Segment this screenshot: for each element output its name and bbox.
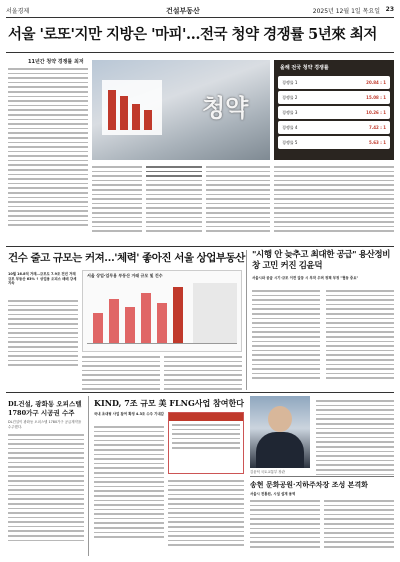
infobox-title: 올해 전국 청약 경쟁률 — [280, 65, 329, 71]
story2-text-col1 — [8, 300, 78, 369]
story2-chart — [82, 270, 242, 352]
top-story-photo — [92, 60, 270, 160]
top-story-text-col1 — [8, 68, 88, 229]
story6-text-col1 — [250, 500, 320, 551]
story5-headline: KIND, 7조 규모 美 FLNG사업 참여한다 — [94, 398, 244, 408]
infobox-row: 경쟁률 3 10.26 : 1 — [278, 106, 390, 119]
story2-headline: 건수 줄고 규모는 커져…'체력' 좋아진 서울 상업부동산 — [8, 252, 245, 264]
top-subhead: 11년간 청약 경쟁률 최저 — [28, 59, 84, 65]
story2-lead: 10월 16.8억 거래…규모도 7.9조 전년 거래 규모 부동산 63% ↑ 상업용 오피스 매매 강세 지속 — [8, 272, 77, 286]
infobox-row: 경쟁률 2 15.08 : 1 — [278, 91, 390, 104]
story5-text-col2 — [168, 480, 244, 549]
column-divider — [88, 396, 89, 556]
story3-lead: 서울시와 공급 시기·규모 이견 갈등 시 부작 우려 정책 부정 "협동 중요" — [252, 276, 359, 280]
column-divider — [246, 250, 247, 390]
story6-text-col2 — [324, 500, 394, 551]
infobox-row: 경쟁률 4 7.42 : 1 — [278, 121, 390, 134]
top-story-text-col3 — [146, 166, 202, 235]
person-face — [268, 406, 292, 432]
story2-text-col2 — [82, 356, 160, 393]
page-header — [6, 4, 394, 18]
page-date: 2025년 12월 1일 목요일 — [312, 8, 380, 15]
person-suit — [256, 432, 304, 468]
story4-lead: DL건설이 광화동 오피스텔 1780가구 공급계약을 수주했다. — [8, 420, 82, 429]
page-number: 23 — [385, 6, 394, 13]
story3-text-col1 — [252, 290, 320, 382]
top-story-infobox — [274, 60, 394, 160]
divider — [6, 392, 394, 393]
photo-sign-text: 청약 — [202, 93, 249, 122]
infobox-row: 경쟁률 5 5.63 : 1 — [278, 136, 390, 149]
story3-text-col2 — [326, 290, 394, 382]
story4-text — [8, 434, 84, 544]
top-story-text-col2 — [92, 166, 142, 235]
story2-text-col3 — [164, 356, 242, 393]
story4-headline: DL건설, 광화동 오피스텔 1780가구 시공권 수주 — [8, 400, 82, 417]
photo-caption: 김윤덕 국토교통부 장관 — [250, 470, 285, 474]
story3-text-col3 — [316, 400, 394, 478]
section-title: 건설부동산 — [166, 7, 200, 15]
story5-lead: 국내 초대형 사업 참여 확정 4.3조 수주 기대감 — [94, 412, 164, 416]
story5-text-col1 — [94, 426, 164, 541]
top-headline: 서울 '로또'지만 지방은 '마피'…전국 청약 경쟁률 5년來 최저 — [8, 26, 377, 43]
chart-title: 서울 상업·업무용 부동산 거래 규모 및 건수 — [87, 273, 163, 278]
divider — [6, 246, 394, 247]
story3-headline: "시행 안 늦추고 최대한 공급" 용산정비창 고민 커진 김윤덕 — [252, 250, 391, 271]
story6-headline: 송현 문화공원·지하주차장 조성 본격화 — [250, 480, 368, 489]
section-label: 서울경제 — [6, 8, 30, 15]
story6-lead: 서울시 전통원, 시설 설계 용역 — [250, 492, 296, 496]
story3-photo — [250, 396, 310, 468]
story5-table — [168, 412, 244, 474]
top-story-text-col5 — [274, 166, 394, 235]
top-story-text-col4 — [206, 166, 270, 235]
divider — [6, 52, 394, 53]
divider — [250, 476, 394, 477]
infobox-row: 경쟁률 1 20.84 : 1 — [278, 76, 390, 89]
